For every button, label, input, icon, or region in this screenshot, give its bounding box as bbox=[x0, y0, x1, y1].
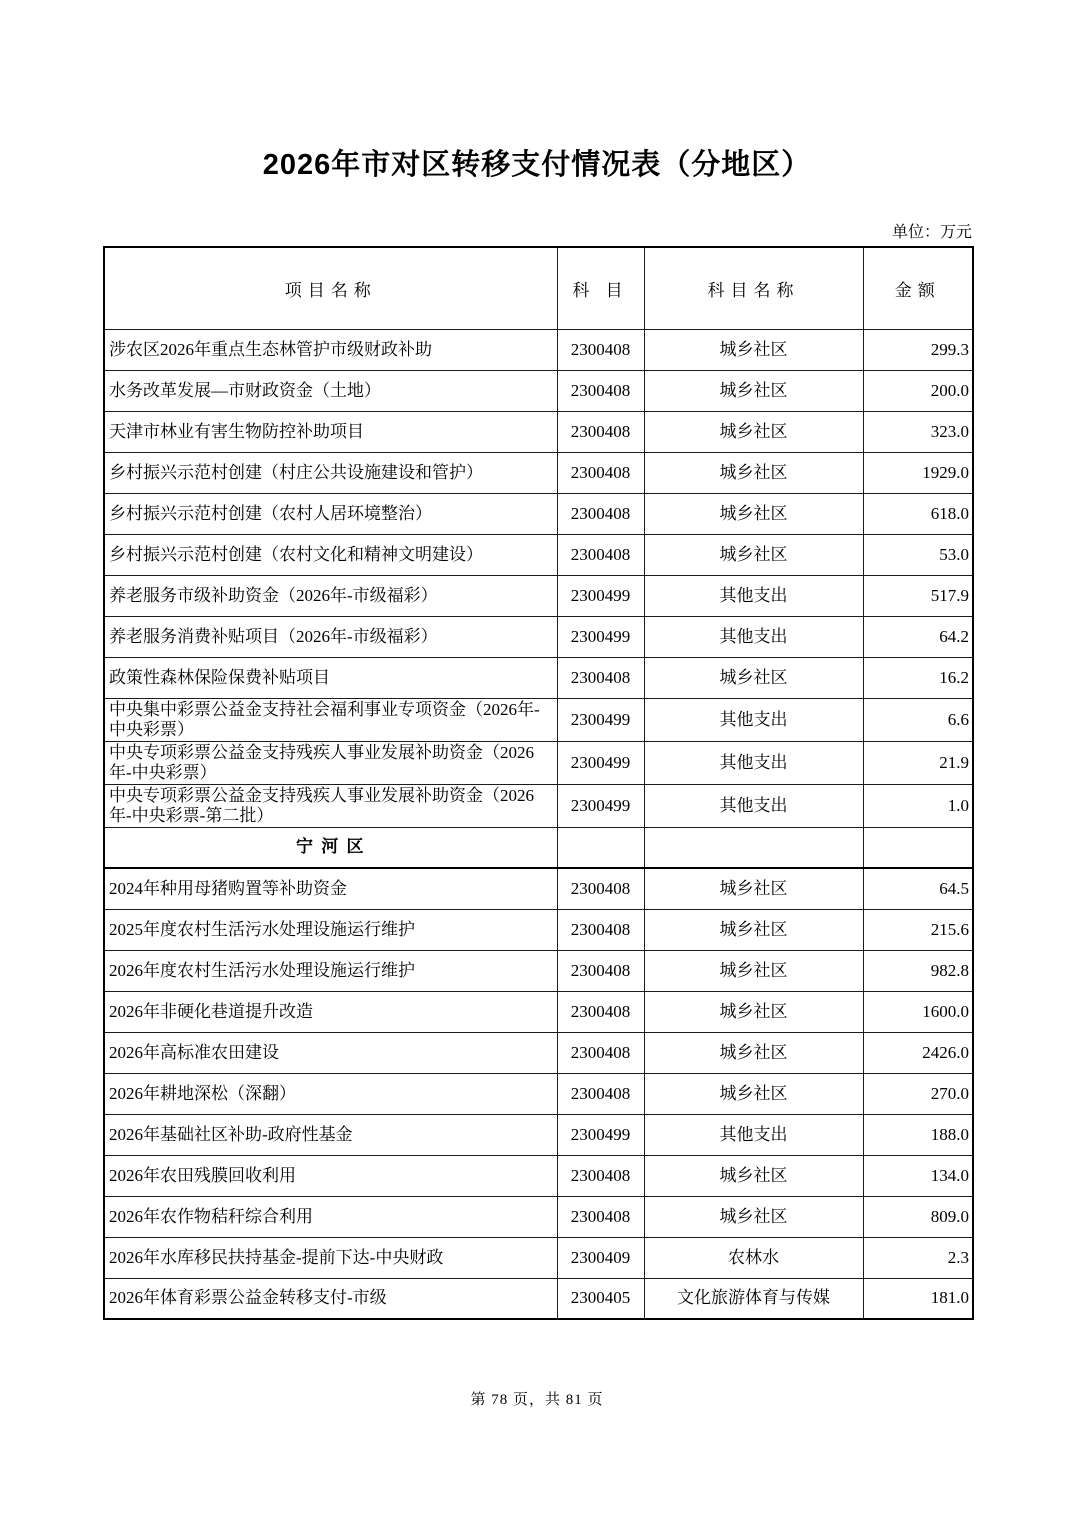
subject-code-cell: 2300408 bbox=[557, 1032, 644, 1073]
table-row bbox=[104, 991, 973, 1032]
project-name-cell: 2026年高标准农田建设 bbox=[104, 1032, 557, 1073]
amount-cell: 6.6 bbox=[863, 698, 973, 741]
amount-cell: 64.5 bbox=[863, 868, 973, 909]
subject-code-cell: 2300499 bbox=[557, 698, 644, 741]
subject-code-cell: 2300499 bbox=[557, 784, 644, 827]
project-name-cell: 2026年农田残膜回收利用 bbox=[104, 1155, 557, 1196]
amount-cell bbox=[863, 827, 973, 868]
amount-cell: 323.0 bbox=[863, 411, 973, 452]
project-name-cell: 2026年水库移民扶持基金-提前下达-中央财政 bbox=[104, 1237, 557, 1278]
table-area bbox=[103, 223, 972, 1320]
project-name-cell: 中央专项彩票公益金支持残疾人事业发展补助资金（2026年-中央彩票） bbox=[104, 741, 557, 784]
subject-name-cell bbox=[644, 827, 863, 868]
subject-code-cell: 2300408 bbox=[557, 657, 644, 698]
subject-name-cell: 城乡社区 bbox=[644, 657, 863, 698]
table-row bbox=[104, 411, 973, 452]
subject-name-cell: 农林水 bbox=[644, 1237, 863, 1278]
subject-code-cell: 2300408 bbox=[557, 868, 644, 909]
table-row bbox=[104, 1155, 973, 1196]
table-row bbox=[104, 1073, 973, 1114]
subject-name-cell: 城乡社区 bbox=[644, 329, 863, 370]
project-name-cell: 2025年度农村生活污水处理设施运行维护 bbox=[104, 909, 557, 950]
table-row bbox=[104, 1196, 973, 1237]
project-name-cell: 2026年农作物秸秆综合利用 bbox=[104, 1196, 557, 1237]
subject-code-cell bbox=[557, 827, 644, 868]
table-row bbox=[104, 329, 973, 370]
subject-code-cell: 2300499 bbox=[557, 1114, 644, 1155]
project-name-cell: 水务改革发展—市财政资金（土地） bbox=[104, 370, 557, 411]
project-name-cell: 乡村振兴示范村创建（农村文化和精神文明建设） bbox=[104, 534, 557, 575]
amount-cell: 1600.0 bbox=[863, 991, 973, 1032]
table-row bbox=[104, 616, 973, 657]
project-name-cell: 乡村振兴示范村创建（农村人居环境整治） bbox=[104, 493, 557, 534]
project-name-cell: 政策性森林保险保费补贴项目 bbox=[104, 657, 557, 698]
table-header bbox=[104, 247, 973, 329]
table-row bbox=[104, 909, 973, 950]
column-header-amount: 金额 bbox=[863, 247, 973, 329]
subject-code-cell: 2300408 bbox=[557, 493, 644, 534]
amount-cell: 215.6 bbox=[863, 909, 973, 950]
amount-cell: 134.0 bbox=[863, 1155, 973, 1196]
project-name-cell: 2026年基础社区补助-政府性基金 bbox=[104, 1114, 557, 1155]
project-name-cell: 天津市林业有害生物防控补助项目 bbox=[104, 411, 557, 452]
amount-cell: 270.0 bbox=[863, 1073, 973, 1114]
subject-code-cell: 2300405 bbox=[557, 1278, 644, 1319]
project-name-cell: 2026年度农村生活污水处理设施运行维护 bbox=[104, 950, 557, 991]
project-name-cell: 中央集中彩票公益金支持社会福利事业专项资金（2026年-中央彩票） bbox=[104, 698, 557, 741]
subject-name-cell: 其他支出 bbox=[644, 741, 863, 784]
amount-cell: 64.2 bbox=[863, 616, 973, 657]
subject-code-cell: 2300408 bbox=[557, 1155, 644, 1196]
table-row bbox=[104, 868, 973, 909]
amount-cell: 982.8 bbox=[863, 950, 973, 991]
subject-code-cell: 2300408 bbox=[557, 452, 644, 493]
amount-cell: 21.9 bbox=[863, 741, 973, 784]
project-name-cell: 2026年耕地深松（深翻） bbox=[104, 1073, 557, 1114]
page-title: 2026年市对区转移支付情况表（分地区） bbox=[262, 149, 812, 181]
subject-name-cell: 其他支出 bbox=[644, 698, 863, 741]
table-row bbox=[104, 1032, 973, 1073]
project-name-cell: 中央专项彩票公益金支持残疾人事业发展补助资金（2026年-中央彩票-第二批） bbox=[104, 784, 557, 827]
amount-cell: 618.0 bbox=[863, 493, 973, 534]
amount-cell: 200.0 bbox=[863, 370, 973, 411]
project-name-cell: 乡村振兴示范村创建（村庄公共设施建设和管护） bbox=[104, 452, 557, 493]
table-row bbox=[104, 784, 973, 827]
subject-name-cell: 其他支出 bbox=[644, 1114, 863, 1155]
subject-code-cell: 2300408 bbox=[557, 370, 644, 411]
amount-cell: 53.0 bbox=[863, 534, 973, 575]
subject-name-cell: 其他支出 bbox=[644, 575, 863, 616]
project-name-cell: 2024年种用母猪购置等补助资金 bbox=[104, 868, 557, 909]
amount-cell: 1929.0 bbox=[863, 452, 973, 493]
column-header-project-name: 项目名称 bbox=[104, 247, 557, 329]
amount-cell: 2426.0 bbox=[863, 1032, 973, 1073]
subject-name-cell: 文化旅游体育与传媒 bbox=[644, 1278, 863, 1319]
subject-name-cell: 城乡社区 bbox=[644, 1032, 863, 1073]
subject-code-cell: 2300408 bbox=[557, 950, 644, 991]
table-row bbox=[104, 1237, 973, 1278]
amount-cell: 517.9 bbox=[863, 575, 973, 616]
subject-name-cell: 其他支出 bbox=[644, 616, 863, 657]
page-number-footer: 第 78 页，共 81 页 bbox=[470, 1392, 604, 1408]
subject-code-cell: 2300408 bbox=[557, 909, 644, 950]
subject-name-cell: 其他支出 bbox=[644, 784, 863, 827]
subject-name-cell: 城乡社区 bbox=[644, 950, 863, 991]
table-row bbox=[104, 1278, 973, 1319]
subject-name-cell: 城乡社区 bbox=[644, 909, 863, 950]
amount-cell: 809.0 bbox=[863, 1196, 973, 1237]
table-row bbox=[104, 657, 973, 698]
amount-cell: 181.0 bbox=[863, 1278, 973, 1319]
section-row bbox=[104, 827, 973, 868]
table-row bbox=[104, 698, 973, 741]
table-row bbox=[104, 575, 973, 616]
column-header-subject-code: 科 目 bbox=[557, 247, 644, 329]
table-body bbox=[104, 329, 973, 1319]
header-row bbox=[104, 247, 973, 329]
amount-cell: 1.0 bbox=[863, 784, 973, 827]
amount-cell: 16.2 bbox=[863, 657, 973, 698]
table-row bbox=[104, 1114, 973, 1155]
subject-name-cell: 城乡社区 bbox=[644, 370, 863, 411]
subject-code-cell: 2300408 bbox=[557, 1073, 644, 1114]
subject-code-cell: 2300499 bbox=[557, 616, 644, 657]
table-row bbox=[104, 493, 973, 534]
table-row bbox=[104, 950, 973, 991]
subject-name-cell: 城乡社区 bbox=[644, 452, 863, 493]
subject-code-cell: 2300408 bbox=[557, 1196, 644, 1237]
subject-name-cell: 城乡社区 bbox=[644, 534, 863, 575]
project-name-cell: 涉农区2026年重点生态林管护市级财政补助 bbox=[104, 329, 557, 370]
subject-name-cell: 城乡社区 bbox=[644, 493, 863, 534]
subject-name-cell: 城乡社区 bbox=[644, 1155, 863, 1196]
amount-cell: 188.0 bbox=[863, 1114, 973, 1155]
table-row bbox=[104, 370, 973, 411]
unit-note: 单位：万元 bbox=[891, 224, 972, 241]
project-name-cell: 养老服务消费补贴项目（2026年-市级福彩） bbox=[104, 616, 557, 657]
subject-name-cell: 城乡社区 bbox=[644, 991, 863, 1032]
subject-name-cell: 城乡社区 bbox=[644, 411, 863, 452]
table-row bbox=[104, 452, 973, 493]
subject-name-cell: 城乡社区 bbox=[644, 1196, 863, 1237]
subject-code-cell: 2300499 bbox=[557, 575, 644, 616]
subject-code-cell: 2300408 bbox=[557, 411, 644, 452]
subject-code-cell: 2300408 bbox=[557, 329, 644, 370]
column-header-subject-name: 科目名称 bbox=[644, 247, 863, 329]
amount-cell: 2.3 bbox=[863, 1237, 973, 1278]
table-row bbox=[104, 741, 973, 784]
amount-cell: 299.3 bbox=[863, 329, 973, 370]
table-row bbox=[104, 534, 973, 575]
subject-code-cell: 2300499 bbox=[557, 741, 644, 784]
subject-code-cell: 2300408 bbox=[557, 991, 644, 1032]
project-name-cell: 养老服务市级补助资金（2026年-市级福彩） bbox=[104, 575, 557, 616]
subject-name-cell: 城乡社区 bbox=[644, 868, 863, 909]
subject-code-cell: 2300409 bbox=[557, 1237, 644, 1278]
project-name-cell: 宁 河 区 bbox=[104, 827, 557, 868]
subject-name-cell: 城乡社区 bbox=[644, 1073, 863, 1114]
transfer-payment-table bbox=[103, 246, 974, 1320]
subject-code-cell: 2300408 bbox=[557, 534, 644, 575]
project-name-cell: 2026年非硬化巷道提升改造 bbox=[104, 991, 557, 1032]
project-name-cell: 2026年体育彩票公益金转移支付-市级 bbox=[104, 1278, 557, 1319]
